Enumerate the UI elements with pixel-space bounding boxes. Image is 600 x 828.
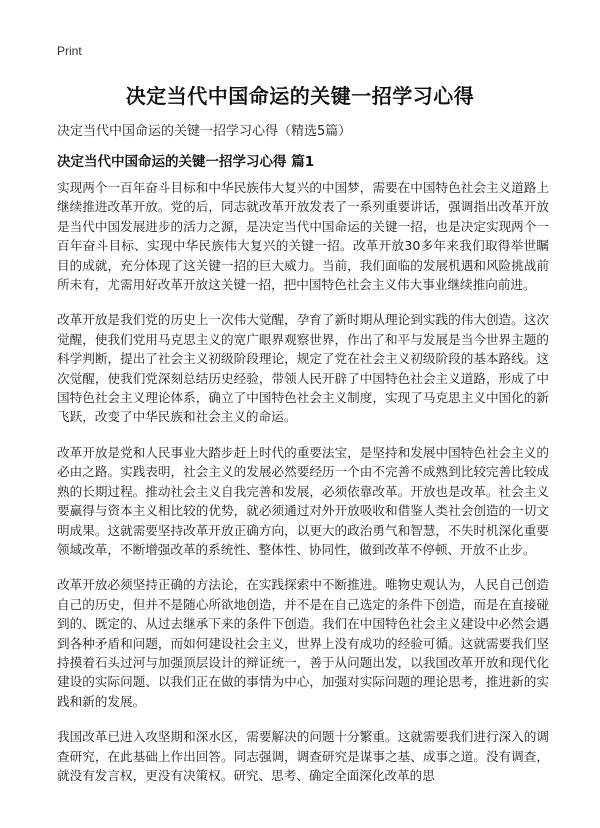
document-title: 决定当代中国命运的关键一招学习心得 <box>125 84 475 108</box>
print-link[interactable]: Print <box>57 44 82 58</box>
paragraph-5: 我国改革已进入攻坚期和深水区，需要解决的问题十分繁重。这就需要我们进行深入的调查研究，在此基础上作出回答。同志强调，调查研究是谋事之基、成事之道。没有调查，就没有发言权，更没有决策权。研究、思考、确定全面深化改革的思 <box>57 729 549 783</box>
document-body <box>57 178 549 801</box>
paragraph-3: 改革开放是党和人民事业大踏步赶上时代的重要法宝，是坚持和发展中国特色社会主义的必由之路。实践表明，社会主义的发展必然要经历一个由不完善不成熟到比较完善比较成熟的长期过程。推动社会主义自我完善和发展，必须依靠改革。开放也是改革。社会主义要赢得与资本主义相比较的优势，就必须通过对外开放吸收和借鉴人类社会创造的一切文明成果。这就需要坚持改革开放正确方向，以更大的政治勇气和智慧，不失时机深化重要领域改革，不断增强改革的系统性、整体性、协同性，做到改革不停顿、开放不止步。 <box>57 444 549 557</box>
document-subtitle: 决定当代中国命运的关键一招学习心得（精选5篇） <box>57 124 352 139</box>
paragraph-4: 改革开放必须坚持正确的方法论，在实践探索中不断推进。唯物史观认为，人民自己创造自己的历史，但并不是随心所欲地创造，并不是在自己选定的条件下创造，而是在直接碰到的、既定的、从过去继承下来的条件下创造。我们在中国特色社会主义建设中必然会遇到各种矛盾和问题，而如何建设社会主义，世界上没有成功的经验可循。这就需要我们坚持摸着石头过河与加强顶层设计的辩证统一，善于从问题出发，以我国改革开放和现代化建设的实际问题、以我们正在做的事情为中心，加强对实际问题的理论思考，推进新的实践和新的发展。 <box>57 577 549 709</box>
section-heading: 决定当代中国命运的关键一招学习心得 篇1 <box>57 154 315 170</box>
paragraph-1: 实现两个一百年奋斗目标和中华民族伟大复兴的中国梦，需要在中国特色社会主义道路上继续推进改革开放。党的后，同志就改革开放发表了一系列重要讲话，强调指出改革开放是当代中国发展进步的活力之源，是决定当代中国命运的关键一招，也是决定实现两个一百年奋斗目标、实现中华民族伟大复兴的关键一招。改革开放30多年来我们取得举世瞩目的成就，充分体现了这关键一招的巨大威力。当前，我们面临的发展机遇和风险挑战前所未有，尤需用好改革开放这关键一招，把中国特色社会主义伟大事业继续推向前进。 <box>57 180 549 293</box>
paragraph-2: 改革开放是我们党的历史上一次伟大觉醒，孕育了新时期从理论到实践的伟大创造。这次觉醒，使我们党用马克思主义的宽广眼界观察世界，作出了和平与发展是当今世界主题的科学判断，提出了社会主义初级阶段理论，规定了党在社会主义初级阶段的基本路线。这次觉醒，使我们党深刻总结历史经验，带领人民开辟了中国特色社会主义道路，形成了中国特色社会主义理论体系，确立了中国特色社会主义制度，实现了马克思主义中国化的新飞跃，改变了中华民族和社会主义的命运。 <box>57 312 549 425</box>
